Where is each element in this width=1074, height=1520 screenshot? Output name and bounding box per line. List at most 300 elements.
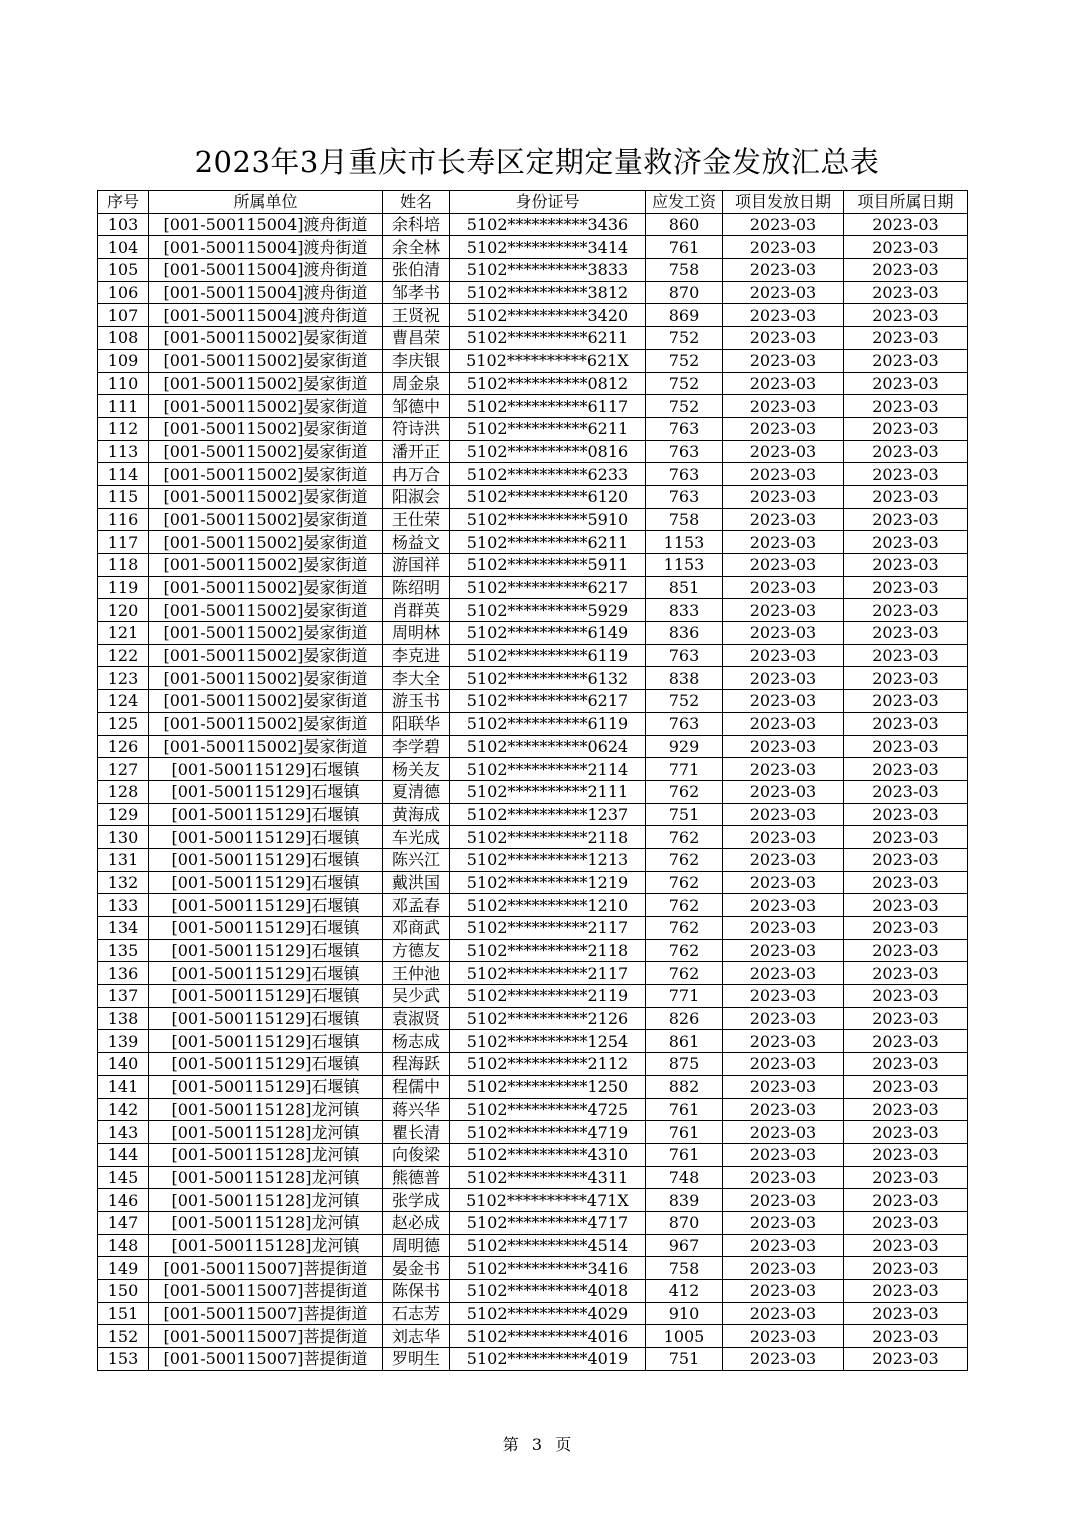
unit-cell: [001-500115128]龙河镇 xyxy=(149,1211,383,1234)
seq-cell: 146 xyxy=(98,1189,149,1212)
amount-cell: 752 xyxy=(646,372,723,395)
name-cell: 游国祥 xyxy=(383,554,450,577)
unit-cell: [001-500115129]石堰镇 xyxy=(149,826,383,849)
id-number-cell: 5102**********2118 xyxy=(450,826,646,849)
period-date-cell: 2023-03 xyxy=(844,463,968,486)
id-number-cell: 5102**********2118 xyxy=(450,939,646,962)
seq-cell: 111 xyxy=(98,395,149,418)
seq-cell: 104 xyxy=(98,236,149,259)
seq-cell: 112 xyxy=(98,417,149,440)
header-period-date: 项目所属日期 xyxy=(844,191,968,214)
issue-date-cell: 2023-03 xyxy=(723,1143,844,1166)
unit-cell: [001-500115002]晏家街道 xyxy=(149,440,383,463)
unit-cell: [001-500115002]晏家街道 xyxy=(149,372,383,395)
table-row xyxy=(98,780,968,803)
footer-suffix: 页 xyxy=(555,1435,572,1454)
table-row xyxy=(98,758,968,781)
id-number-cell: 5102**********5929 xyxy=(450,599,646,622)
unit-cell: [001-500115129]石堰镇 xyxy=(149,894,383,917)
seq-cell: 133 xyxy=(98,894,149,917)
name-cell: 陈保书 xyxy=(383,1280,450,1303)
period-date-cell: 2023-03 xyxy=(844,803,968,826)
amount-cell: 1153 xyxy=(646,554,723,577)
name-cell: 阳淑会 xyxy=(383,485,450,508)
table-row xyxy=(98,622,968,645)
table-row xyxy=(98,395,968,418)
table-row xyxy=(98,1211,968,1234)
seq-cell: 120 xyxy=(98,599,149,622)
issue-date-cell: 2023-03 xyxy=(723,531,844,554)
name-cell: 戴洪国 xyxy=(383,871,450,894)
table-row xyxy=(98,304,968,327)
name-cell: 周明德 xyxy=(383,1234,450,1257)
id-number-cell: 5102**********4310 xyxy=(450,1143,646,1166)
unit-cell: [001-500115128]龙河镇 xyxy=(149,1098,383,1121)
seq-cell: 118 xyxy=(98,554,149,577)
issue-date-cell: 2023-03 xyxy=(723,1098,844,1121)
issue-date-cell: 2023-03 xyxy=(723,1189,844,1212)
period-date-cell: 2023-03 xyxy=(844,1053,968,1076)
amount-cell: 833 xyxy=(646,599,723,622)
name-cell: 瞿长清 xyxy=(383,1121,450,1144)
unit-cell: [001-500115002]晏家街道 xyxy=(149,463,383,486)
id-number-cell: 5102**********6211 xyxy=(450,417,646,440)
period-date-cell: 2023-03 xyxy=(844,985,968,1008)
table-row xyxy=(98,599,968,622)
amount-cell: 751 xyxy=(646,1348,723,1371)
name-cell: 程海跃 xyxy=(383,1053,450,1076)
issue-date-cell: 2023-03 xyxy=(723,1166,844,1189)
unit-cell: [001-500115004]渡舟街道 xyxy=(149,304,383,327)
issue-date-cell: 2023-03 xyxy=(723,690,844,713)
name-cell: 袁淑贤 xyxy=(383,1007,450,1030)
amount-cell: 836 xyxy=(646,622,723,645)
issue-date-cell: 2023-03 xyxy=(723,622,844,645)
table-row xyxy=(98,690,968,713)
amount-cell: 826 xyxy=(646,1007,723,1030)
name-cell: 杨益文 xyxy=(383,531,450,554)
seq-cell: 119 xyxy=(98,576,149,599)
period-date-cell: 2023-03 xyxy=(844,485,968,508)
table-row xyxy=(98,962,968,985)
unit-cell: [001-500115129]石堰镇 xyxy=(149,962,383,985)
issue-date-cell: 2023-03 xyxy=(723,236,844,259)
seq-cell: 121 xyxy=(98,622,149,645)
amount-cell: 838 xyxy=(646,667,723,690)
issue-date-cell: 2023-03 xyxy=(723,962,844,985)
table-row xyxy=(98,417,968,440)
issue-date-cell: 2023-03 xyxy=(723,395,844,418)
table-row xyxy=(98,236,968,259)
table-row xyxy=(98,803,968,826)
name-cell: 程儒中 xyxy=(383,1075,450,1098)
page-number: 3 xyxy=(531,1435,543,1454)
issue-date-cell: 2023-03 xyxy=(723,1325,844,1348)
period-date-cell: 2023-03 xyxy=(844,962,968,985)
period-date-cell: 2023-03 xyxy=(844,1302,968,1325)
amount-cell: 870 xyxy=(646,1211,723,1234)
table-row xyxy=(98,1075,968,1098)
seq-cell: 129 xyxy=(98,803,149,826)
seq-cell: 140 xyxy=(98,1053,149,1076)
name-cell: 杨志成 xyxy=(383,1030,450,1053)
amount-cell: 839 xyxy=(646,1189,723,1212)
id-number-cell: 5102**********621X xyxy=(450,349,646,372)
seq-cell: 153 xyxy=(98,1348,149,1371)
amount-cell: 869 xyxy=(646,304,723,327)
issue-date-cell: 2023-03 xyxy=(723,712,844,735)
period-date-cell: 2023-03 xyxy=(844,1348,968,1371)
name-cell: 罗明生 xyxy=(383,1348,450,1371)
table-row xyxy=(98,644,968,667)
id-number-cell: 5102**********0624 xyxy=(450,735,646,758)
unit-cell: [001-500115129]石堰镇 xyxy=(149,758,383,781)
period-date-cell: 2023-03 xyxy=(844,667,968,690)
amount-cell: 748 xyxy=(646,1166,723,1189)
amount-cell: 761 xyxy=(646,236,723,259)
period-date-cell: 2023-03 xyxy=(844,259,968,282)
name-cell: 周金泉 xyxy=(383,372,450,395)
period-date-cell: 2023-03 xyxy=(844,417,968,440)
amount-cell: 762 xyxy=(646,917,723,940)
name-cell: 王仲池 xyxy=(383,962,450,985)
amount-cell: 762 xyxy=(646,939,723,962)
name-cell: 吴少武 xyxy=(383,985,450,1008)
table-row xyxy=(98,485,968,508)
amount-cell: 875 xyxy=(646,1053,723,1076)
issue-date-cell: 2023-03 xyxy=(723,939,844,962)
unit-cell: [001-500115004]渡舟街道 xyxy=(149,281,383,304)
period-date-cell: 2023-03 xyxy=(844,372,968,395)
seq-cell: 125 xyxy=(98,712,149,735)
id-number-cell: 5102**********4717 xyxy=(450,1211,646,1234)
period-date-cell: 2023-03 xyxy=(844,1166,968,1189)
id-number-cell: 5102**********4016 xyxy=(450,1325,646,1348)
id-number-cell: 5102**********3812 xyxy=(450,281,646,304)
issue-date-cell: 2023-03 xyxy=(723,1121,844,1144)
seq-cell: 148 xyxy=(98,1234,149,1257)
period-date-cell: 2023-03 xyxy=(844,236,968,259)
period-date-cell: 2023-03 xyxy=(844,712,968,735)
amount-cell: 771 xyxy=(646,985,723,1008)
unit-cell: [001-500115129]石堰镇 xyxy=(149,917,383,940)
seq-cell: 103 xyxy=(98,213,149,236)
issue-date-cell: 2023-03 xyxy=(723,735,844,758)
unit-cell: [001-500115004]渡舟街道 xyxy=(149,259,383,282)
table-row xyxy=(98,531,968,554)
id-number-cell: 5102**********1254 xyxy=(450,1030,646,1053)
period-date-cell: 2023-03 xyxy=(844,758,968,781)
table-row xyxy=(98,1189,968,1212)
name-cell: 陈绍明 xyxy=(383,576,450,599)
unit-cell: [001-500115002]晏家街道 xyxy=(149,667,383,690)
seq-cell: 127 xyxy=(98,758,149,781)
period-date-cell: 2023-03 xyxy=(844,1121,968,1144)
seq-cell: 145 xyxy=(98,1166,149,1189)
period-date-cell: 2023-03 xyxy=(844,1030,968,1053)
period-date-cell: 2023-03 xyxy=(844,848,968,871)
id-number-cell: 5102**********6120 xyxy=(450,485,646,508)
seq-cell: 138 xyxy=(98,1007,149,1030)
table-row xyxy=(98,372,968,395)
table-row xyxy=(98,826,968,849)
issue-date-cell: 2023-03 xyxy=(723,463,844,486)
table-row xyxy=(98,554,968,577)
amount-cell: 761 xyxy=(646,1098,723,1121)
seq-cell: 134 xyxy=(98,917,149,940)
id-number-cell: 5102**********1210 xyxy=(450,894,646,917)
seq-cell: 105 xyxy=(98,259,149,282)
unit-cell: [001-500115129]石堰镇 xyxy=(149,985,383,1008)
table-row xyxy=(98,281,968,304)
seq-cell: 144 xyxy=(98,1143,149,1166)
relief-fund-table xyxy=(97,190,968,1371)
name-cell: 方德友 xyxy=(383,939,450,962)
issue-date-cell: 2023-03 xyxy=(723,440,844,463)
id-number-cell: 5102**********6132 xyxy=(450,667,646,690)
seq-cell: 150 xyxy=(98,1280,149,1303)
unit-cell: [001-500115004]渡舟街道 xyxy=(149,236,383,259)
table-row xyxy=(98,1053,968,1076)
issue-date-cell: 2023-03 xyxy=(723,417,844,440)
amount-cell: 870 xyxy=(646,281,723,304)
seq-cell: 116 xyxy=(98,508,149,531)
issue-date-cell: 2023-03 xyxy=(723,1280,844,1303)
table-row xyxy=(98,712,968,735)
amount-cell: 771 xyxy=(646,758,723,781)
period-date-cell: 2023-03 xyxy=(844,1280,968,1303)
amount-cell: 1005 xyxy=(646,1325,723,1348)
issue-date-cell: 2023-03 xyxy=(723,644,844,667)
id-number-cell: 5102**********4725 xyxy=(450,1098,646,1121)
amount-cell: 763 xyxy=(646,485,723,508)
period-date-cell: 2023-03 xyxy=(844,327,968,350)
name-cell: 符诗洪 xyxy=(383,417,450,440)
seq-cell: 130 xyxy=(98,826,149,849)
seq-cell: 123 xyxy=(98,667,149,690)
amount-cell: 412 xyxy=(646,1280,723,1303)
unit-cell: [001-500115002]晏家街道 xyxy=(149,599,383,622)
header-issue-date: 项目发放日期 xyxy=(723,191,844,214)
period-date-cell: 2023-03 xyxy=(844,304,968,327)
seq-cell: 114 xyxy=(98,463,149,486)
name-cell: 熊德普 xyxy=(383,1166,450,1189)
name-cell: 游玉书 xyxy=(383,690,450,713)
unit-cell: [001-500115002]晏家街道 xyxy=(149,622,383,645)
name-cell: 蒋兴华 xyxy=(383,1098,450,1121)
issue-date-cell: 2023-03 xyxy=(723,1030,844,1053)
id-number-cell: 5102**********2117 xyxy=(450,917,646,940)
id-number-cell: 5102**********6233 xyxy=(450,463,646,486)
amount-cell: 752 xyxy=(646,349,723,372)
period-date-cell: 2023-03 xyxy=(844,826,968,849)
unit-cell: [001-500115007]菩提街道 xyxy=(149,1257,383,1280)
page-title: 2023年3月重庆市长寿区定期定量救济金发放汇总表 xyxy=(194,145,880,179)
seq-cell: 110 xyxy=(98,372,149,395)
seq-cell: 126 xyxy=(98,735,149,758)
period-date-cell: 2023-03 xyxy=(844,1234,968,1257)
period-date-cell: 2023-03 xyxy=(844,440,968,463)
seq-cell: 139 xyxy=(98,1030,149,1053)
unit-cell: [001-500115002]晏家街道 xyxy=(149,349,383,372)
name-cell: 车光成 xyxy=(383,826,450,849)
seq-cell: 122 xyxy=(98,644,149,667)
issue-date-cell: 2023-03 xyxy=(723,576,844,599)
period-date-cell: 2023-03 xyxy=(844,213,968,236)
unit-cell: [001-500115129]石堰镇 xyxy=(149,1053,383,1076)
table-row xyxy=(98,1007,968,1030)
issue-date-cell: 2023-03 xyxy=(723,599,844,622)
table-row xyxy=(98,576,968,599)
amount-cell: 763 xyxy=(646,712,723,735)
amount-cell: 763 xyxy=(646,417,723,440)
table-row xyxy=(98,508,968,531)
header-name: 姓名 xyxy=(383,191,450,214)
table-row xyxy=(98,871,968,894)
seq-cell: 143 xyxy=(98,1121,149,1144)
unit-cell: [001-500115128]龙河镇 xyxy=(149,1121,383,1144)
table-row xyxy=(98,463,968,486)
amount-cell: 860 xyxy=(646,213,723,236)
id-number-cell: 5102**********3833 xyxy=(450,259,646,282)
issue-date-cell: 2023-03 xyxy=(723,780,844,803)
table-row xyxy=(98,1348,968,1371)
unit-cell: [001-500115128]龙河镇 xyxy=(149,1166,383,1189)
unit-cell: [001-500115129]石堰镇 xyxy=(149,871,383,894)
seq-cell: 136 xyxy=(98,962,149,985)
seq-cell: 147 xyxy=(98,1211,149,1234)
table-row xyxy=(98,1121,968,1144)
amount-cell: 761 xyxy=(646,1121,723,1144)
issue-date-cell: 2023-03 xyxy=(723,372,844,395)
unit-cell: [001-500115129]石堰镇 xyxy=(149,1007,383,1030)
amount-cell: 763 xyxy=(646,440,723,463)
id-number-cell: 5102**********5910 xyxy=(450,508,646,531)
issue-date-cell: 2023-03 xyxy=(723,1053,844,1076)
name-cell: 石志芳 xyxy=(383,1302,450,1325)
header-amount: 应发工资 xyxy=(646,191,723,214)
period-date-cell: 2023-03 xyxy=(844,1257,968,1280)
issue-date-cell: 2023-03 xyxy=(723,485,844,508)
id-number-cell: 5102**********6119 xyxy=(450,644,646,667)
name-cell: 潘开正 xyxy=(383,440,450,463)
issue-date-cell: 2023-03 xyxy=(723,758,844,781)
issue-date-cell: 2023-03 xyxy=(723,554,844,577)
issue-date-cell: 2023-03 xyxy=(723,327,844,350)
name-cell: 张伯清 xyxy=(383,259,450,282)
name-cell: 周明林 xyxy=(383,622,450,645)
table-row xyxy=(98,1257,968,1280)
id-number-cell: 5102**********3420 xyxy=(450,304,646,327)
name-cell: 张学成 xyxy=(383,1189,450,1212)
name-cell: 向俊梁 xyxy=(383,1143,450,1166)
unit-cell: [001-500115128]龙河镇 xyxy=(149,1234,383,1257)
issue-date-cell: 2023-03 xyxy=(723,826,844,849)
unit-cell: [001-500115129]石堰镇 xyxy=(149,780,383,803)
id-number-cell: 5102**********4018 xyxy=(450,1280,646,1303)
period-date-cell: 2023-03 xyxy=(844,939,968,962)
table-row xyxy=(98,349,968,372)
unit-cell: [001-500115007]菩提街道 xyxy=(149,1325,383,1348)
id-number-cell: 5102**********1219 xyxy=(450,871,646,894)
issue-date-cell: 2023-03 xyxy=(723,803,844,826)
amount-cell: 762 xyxy=(646,894,723,917)
id-number-cell: 5102**********2117 xyxy=(450,962,646,985)
table-row xyxy=(98,985,968,1008)
issue-date-cell: 2023-03 xyxy=(723,667,844,690)
amount-cell: 967 xyxy=(646,1234,723,1257)
period-date-cell: 2023-03 xyxy=(844,531,968,554)
seq-cell: 124 xyxy=(98,690,149,713)
table-row xyxy=(98,939,968,962)
period-date-cell: 2023-03 xyxy=(844,1325,968,1348)
unit-cell: [001-500115129]石堰镇 xyxy=(149,1075,383,1098)
amount-cell: 762 xyxy=(646,848,723,871)
name-cell: 陈兴江 xyxy=(383,848,450,871)
name-cell: 肖群英 xyxy=(383,599,450,622)
id-number-cell: 5102**********6211 xyxy=(450,327,646,350)
name-cell: 余全林 xyxy=(383,236,450,259)
id-number-cell: 5102**********1250 xyxy=(450,1075,646,1098)
name-cell: 冉万合 xyxy=(383,463,450,486)
seq-cell: 113 xyxy=(98,440,149,463)
issue-date-cell: 2023-03 xyxy=(723,259,844,282)
unit-cell: [001-500115002]晏家街道 xyxy=(149,531,383,554)
amount-cell: 761 xyxy=(646,1143,723,1166)
amount-cell: 762 xyxy=(646,871,723,894)
seq-cell: 109 xyxy=(98,349,149,372)
period-date-cell: 2023-03 xyxy=(844,576,968,599)
name-cell: 王贤祝 xyxy=(383,304,450,327)
seq-cell: 132 xyxy=(98,871,149,894)
table-body xyxy=(98,213,968,1370)
seq-cell: 149 xyxy=(98,1257,149,1280)
period-date-cell: 2023-03 xyxy=(844,281,968,304)
seq-cell: 137 xyxy=(98,985,149,1008)
amount-cell: 758 xyxy=(646,1257,723,1280)
id-number-cell: 5102**********4311 xyxy=(450,1166,646,1189)
id-number-cell: 5102**********6149 xyxy=(450,622,646,645)
period-date-cell: 2023-03 xyxy=(844,1189,968,1212)
amount-cell: 752 xyxy=(646,690,723,713)
period-date-cell: 2023-03 xyxy=(844,917,968,940)
amount-cell: 752 xyxy=(646,327,723,350)
issue-date-cell: 2023-03 xyxy=(723,985,844,1008)
id-number-cell: 5102**********2119 xyxy=(450,985,646,1008)
period-date-cell: 2023-03 xyxy=(844,735,968,758)
name-cell: 阳联华 xyxy=(383,712,450,735)
id-number-cell: 5102**********6217 xyxy=(450,576,646,599)
issue-date-cell: 2023-03 xyxy=(723,1211,844,1234)
period-date-cell: 2023-03 xyxy=(844,644,968,667)
id-number-cell: 5102**********1237 xyxy=(450,803,646,826)
issue-date-cell: 2023-03 xyxy=(723,508,844,531)
id-number-cell: 5102**********2111 xyxy=(450,780,646,803)
name-cell: 王仕荣 xyxy=(383,508,450,531)
issue-date-cell: 2023-03 xyxy=(723,304,844,327)
unit-cell: [001-500115002]晏家街道 xyxy=(149,690,383,713)
id-number-cell: 5102**********5911 xyxy=(450,554,646,577)
table-row xyxy=(98,327,968,350)
table-row xyxy=(98,894,968,917)
name-cell: 李学碧 xyxy=(383,735,450,758)
table-row xyxy=(98,917,968,940)
amount-cell: 762 xyxy=(646,780,723,803)
name-cell: 邓商武 xyxy=(383,917,450,940)
table-row xyxy=(98,1030,968,1053)
unit-cell: [001-500115002]晏家街道 xyxy=(149,576,383,599)
issue-date-cell: 2023-03 xyxy=(723,1234,844,1257)
